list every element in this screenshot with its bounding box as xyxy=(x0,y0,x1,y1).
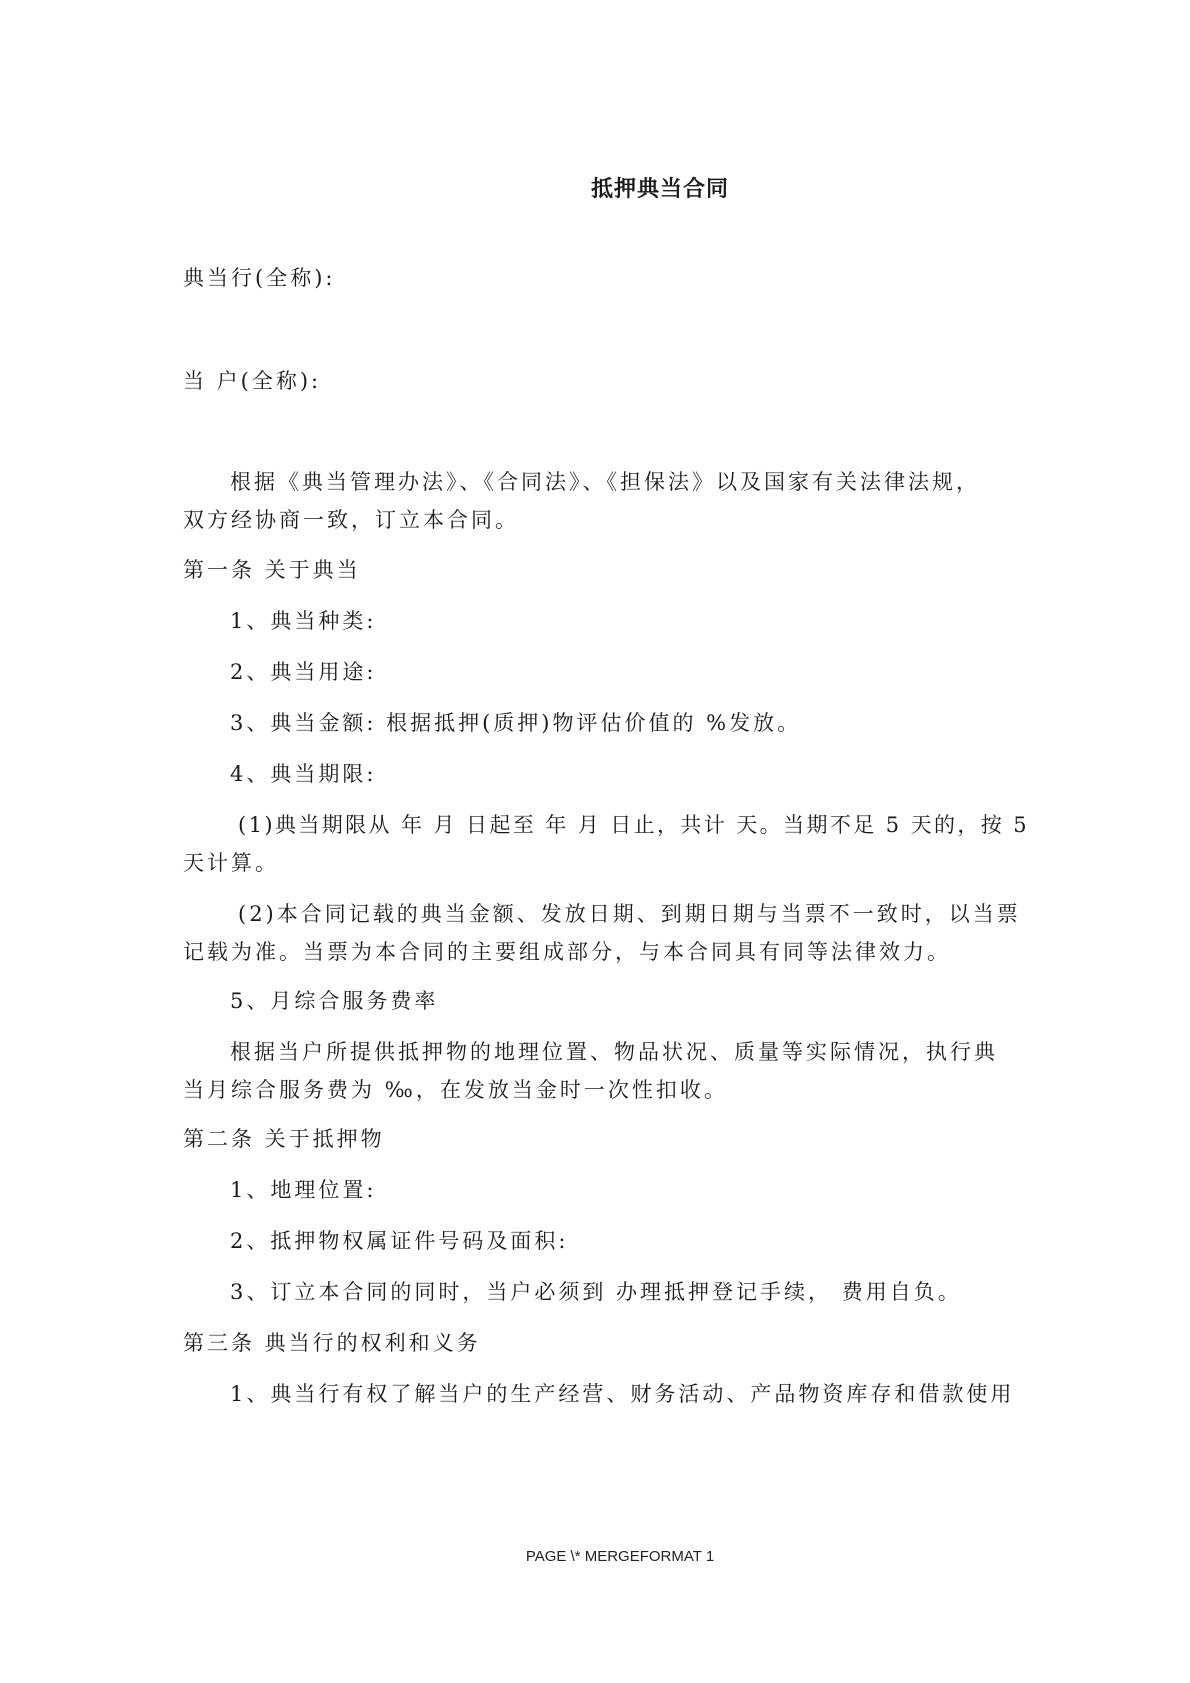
article-1-heading: 第一条 关于典当 xyxy=(183,558,361,582)
page-footer-field: PAGE \* MERGEFORMAT 1 xyxy=(525,1548,715,1565)
term-clause-1-line-2: 天计算。 xyxy=(183,851,279,875)
fee-clause-line-2: 当月综合服务费为 ‰，在发放当金时一次性扣收。 xyxy=(183,1078,728,1102)
article-1-item-4: 4、典当期限: xyxy=(230,762,377,786)
article-1-item-3: 3、典当金额: 根据抵押(质押)物评估价值的 %发放。 xyxy=(230,711,802,735)
article-2-heading: 第二条 关于抵押物 xyxy=(183,1127,385,1151)
article-1-item-2: 2、典当用途: xyxy=(230,660,377,684)
fee-clause-line-1: 根据当户所提供抵押物的地理位置、物品状况、质量等实际情况，执行典 xyxy=(230,1040,998,1064)
document-title: 抵押典当合同 xyxy=(590,177,729,202)
article-2-item-2: 2、抵押物权属证件号码及面积: xyxy=(230,1229,569,1253)
term-clause-2-line-1: (2)本合同记载的典当金额、发放日期、到期日期与当票不一致时，以当票 xyxy=(238,902,1021,926)
article-1-item-1: 1、典当种类: xyxy=(230,609,377,633)
term-clause-1-line-1: (1)典当期限从 年 月 日起至 年 月 日止，共计 天。当期不足 5 天的，按 5 xyxy=(238,813,1030,837)
article-1-item-5: 5、月综合服务费率 xyxy=(230,989,439,1013)
article-2-item-3: 3、订立本合同的同时，当户必须到 办理抵押登记手续， 费用自负。 xyxy=(230,1280,962,1304)
term-clause-2-line-2: 记载为准。当票为本合同的主要组成部分，与本合同具有同等法律效力。 xyxy=(183,940,951,964)
article-3-item-1: 1、典当行有权了解当户的生产经营、财务活动、产品物资库存和借款使用 xyxy=(230,1382,1015,1406)
preamble-line-2: 双方经协商一致，订立本合同。 xyxy=(183,508,519,532)
article-3-heading: 第三条 典当行的权利和义务 xyxy=(183,1331,481,1355)
pawner-name-line: 当 户(全称): xyxy=(183,369,322,393)
article-2-item-1: 1、地理位置: xyxy=(230,1178,377,1202)
pawnshop-name-line: 典当行(全称): xyxy=(183,266,336,290)
preamble-line-1: 根据《典当管理办法》、《合同法》、《担保法》以及国家有关法律法规， xyxy=(230,470,980,494)
